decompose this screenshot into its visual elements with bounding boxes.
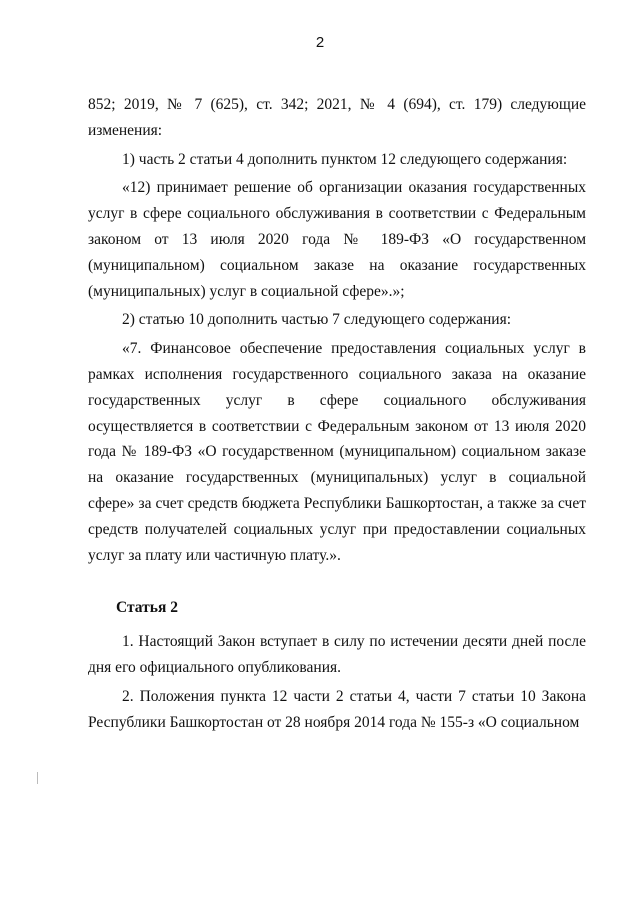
paragraph-item-1: 1) часть 2 статьи 4 дополнить пунктом 12 следующего содержания: xyxy=(122,150,568,168)
article-heading: Статья 2 xyxy=(116,599,178,617)
paragraph-amendments-intro: 852; 2019, № 7 (625), ст. 342; 2021, № 4 (694), ст. 179) следующие изменения: xyxy=(88,96,586,139)
page-number: 2 xyxy=(315,34,325,51)
scan-artifact xyxy=(37,772,38,784)
paragraph-item-2: 2) статью 10 дополнить частью 7 следующего содержания: xyxy=(122,311,512,329)
document-body xyxy=(88,92,586,735)
paragraph-part-7: «7. Финансовое обеспечение предоставления социальных услуг в рамках исполнения государственного социального заказа на оказание государственных услуг в сфере социального обслуживания осуществляется в соответствии с Федеральным законом от 13 июля 2020 года № 189-ФЗ «О государственном (муниципальном) социальном заказе на оказание государственных (муниципальных) услуг в социальной сфере» за счет средств бюджета Республики Башкортостан, а также за счет средств получателей социальных услуг при предоставлении социальных услуг за плату или частичную плату.». xyxy=(88,340,586,564)
paragraph-provisions: 2. Положения пункта 12 части 2 статьи 4, части 7 статьи 10 Закона Республики Башкортостан от 28 ноября 2014 года № 155-з «О социальном xyxy=(88,687,586,731)
paragraph-point-12: «12) принимает решение об организации оказания государственных услуг в сфере социального обслуживания в соответствии с Федеральным законом от 13 июля 2020 года № 189-ФЗ «О государственном (муниципальном) социальном заказе на оказание государственных (муниципальных) услуг в социальной сфере».»; xyxy=(88,179,586,300)
paragraph-entry-into-force: 1. Настоящий Закон вступает в силу по истечении десяти дней после дня его официального опубликования. xyxy=(88,633,586,676)
